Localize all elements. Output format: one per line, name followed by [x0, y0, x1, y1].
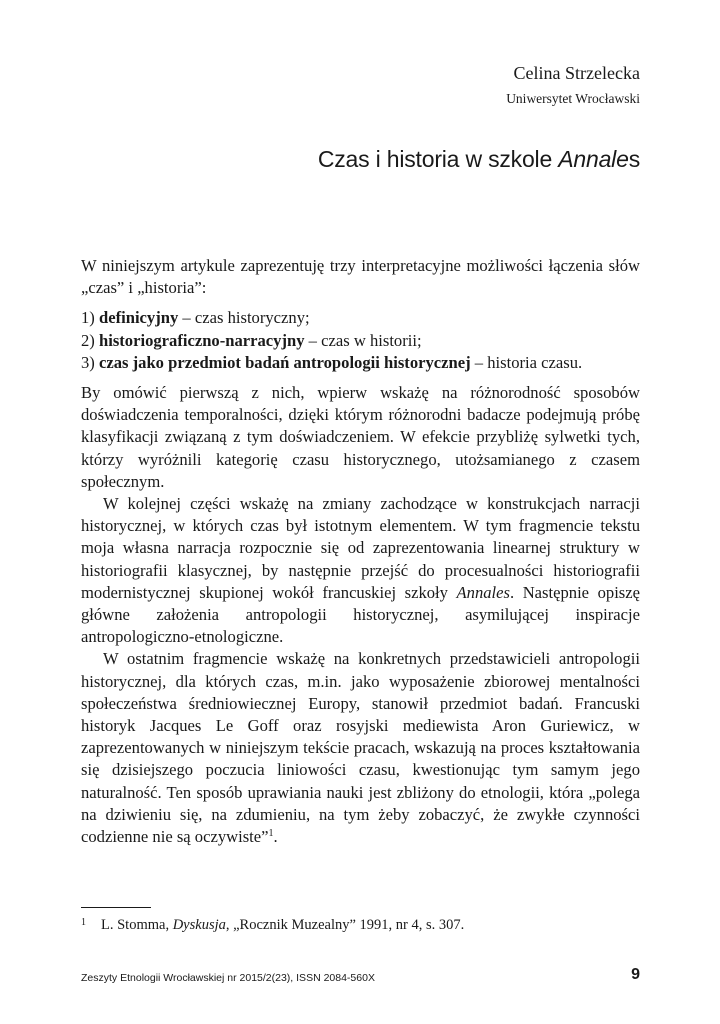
footnote [81, 917, 464, 934]
footnote-text: L. Stomma, [101, 917, 173, 933]
list-rest: – czas w historii; [304, 330, 422, 350]
page-number: 9 [631, 966, 640, 983]
paragraph-1: By omówić pierwszą z nich, wpierw wskażę na różnorodność sposobów doświadczenia temporalności, dzięki którym różnorodni badacze podejmują próbę klasyfikacji związaną z tym doświadczeniem. W efekcie przybliżę sylwetki tych, którzy wyróżnili kategorię czasu historycznego, utożsamianego z czasem społecznym. [81, 383, 640, 491]
title-prefix: Czas i historia w szkole [317, 146, 559, 172]
paragraph-2-italic: Annales [456, 582, 510, 602]
interpretation-list [81, 307, 640, 374]
paragraph-2-text: W kolejnej części wskażę na zmiany zachodzące w konstrukcjach narracji historycznej, w których czas był istotnym elementem. W tym fragmencie tekstu moja własna narracja rozpocznie się od zaprezentowania linearnej struktury w historiografii klasycznej, by następnie przejść do procesualności historiografii modernistycznej skupionej wokół francuskiej szkoły [81, 494, 640, 602]
list-item [81, 307, 640, 329]
footnote-ref[interactable]: 1 [268, 828, 274, 840]
list-term: historiograficzno-narracyjny [98, 330, 305, 350]
footnote-text-end: , „Rocznik Muzealny” 1991, nr 4, s. 307. [225, 917, 465, 933]
paragraph-2-text-end: . Następnie opiszę główne założenia antropologii historycznej, asymilującej inspiracje antropologiczno-etnologiczne. [81, 582, 640, 647]
list-number: 1) [81, 308, 99, 328]
list-number: 2) [81, 330, 99, 350]
author-name: Celina Strzelecka [513, 63, 640, 83]
list-item [81, 352, 640, 374]
paragraph-2 [81, 493, 640, 648]
journal-footer: Zeszyty Etnologii Wrocławskiej nr 2015/2(23), ISSN 2084-560X [81, 972, 375, 984]
intro-paragraph: W niniejszym artykule zaprezentuję trzy interpretacyjne możliwości łączenia słów „czas” i „historia”: [81, 256, 640, 298]
footnote-divider [81, 907, 151, 908]
title-italic: Annale [558, 146, 629, 172]
list-term: czas jako przedmiot badań antropologii historycznej [98, 352, 471, 372]
footnote-number: 1 [81, 917, 86, 928]
paragraph-3-end: . [273, 827, 278, 847]
spacer [81, 374, 640, 382]
list-number: 3) [81, 352, 99, 372]
article-body [81, 255, 640, 848]
list-term: definicyjny [98, 308, 179, 328]
list-rest: – historia czasu. [470, 352, 583, 372]
author-affiliation: Uniwersytet Wrocławski [506, 91, 640, 106]
spacer [81, 299, 640, 307]
paragraph-3-text: W ostatnim fragmencie wskażę na konkretnych przedstawicieli antropologii historycznej, dla których czas, m.in. jako wyposażenie zbiorowej mentalności społeczeństwa średniowiecznej Europy, stanowił przedmiot badań. Francuski historyk Jacques Le Goff oraz rosyjski mediewista Aron Guriewicz, w zaprezentowanych w niniejszym tekście pracach, wskazują na proces kształtowania się dzisiejszego poczucia liniowości czasu, kwestionując tym samym jego naturalność. Ten sposób uprawiania nauki jest zbliżony do etnologii, która „polega na dziwieniu się, na zdumieniu, na tym żeby zobaczyć, że zwykłe czynności codzienne nie są oczywiste” [81, 649, 640, 847]
paragraph-3 [81, 648, 640, 848]
footnote-italic: Dyskusja [172, 917, 226, 933]
title-suffix: s [628, 146, 640, 172]
article-title [318, 146, 640, 173]
list-rest: – czas historyczny; [178, 308, 310, 328]
list-item [81, 330, 640, 352]
